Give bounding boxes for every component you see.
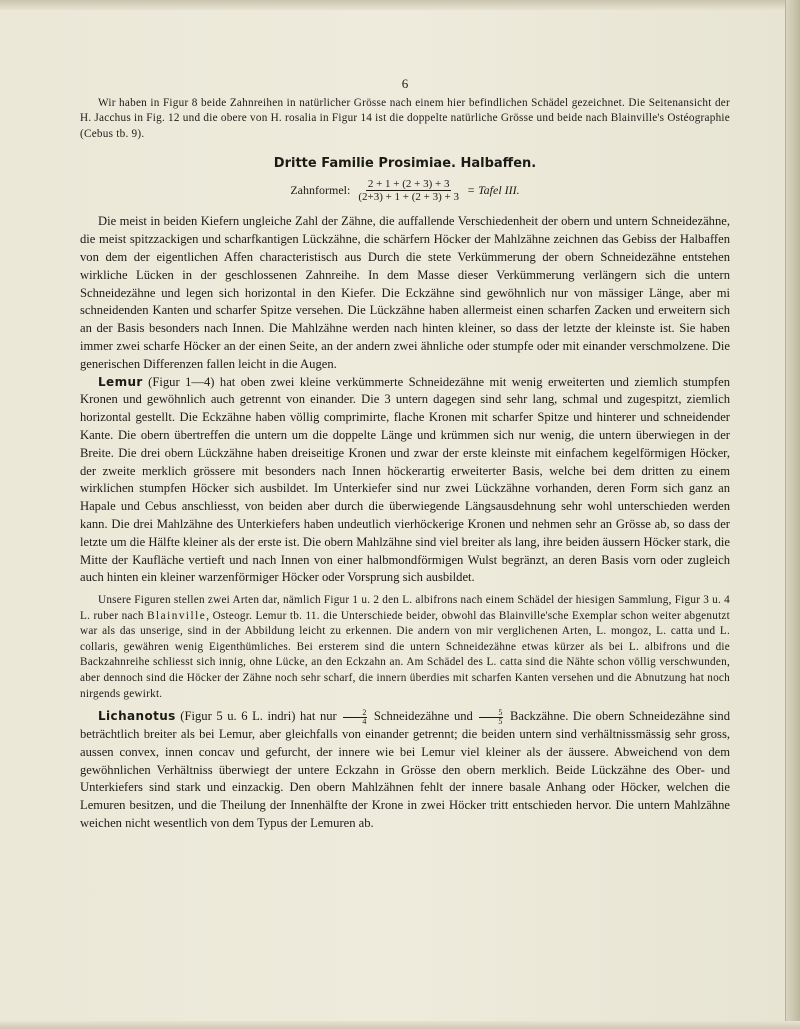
lichanotus-text-3: Backzähne. Die obern Schneidezähne sind beträchtlich breiter als bei Lemur, aber gleichfalls von einander getrennt; die beiden untern sind verhältnissmässig sehr gross, aussen convex, innen concav und gefurcht, der innere wie bei Lemur viel kleiner als der äussere. Abweichend von dem gewöhnlichen Verhältniss überwiegt der untere Eckzahn in Grösse den obern merklich. Beide Lückzähne des Ober- und Unterkiefers sind stark und einzackig. Den obern Mahlzähnen fehlt der innere basale Anhang oder Höcker, welchen die Lemuren besitzen, und die Theilung der Innenhälfte der Krone in zwei Höcker tritt entschieden hervor. Die untern Mahlzähne weichen nicht wesentlich von dem Typus der Lemuren ab. [80,709,730,831]
incisor-fraction-denominator: 4 [362,716,367,726]
formula-fraction [356,178,461,203]
molar-fraction-denominator: 5 [498,716,503,726]
page-top-edge [0,0,800,10]
lichanotus-text-2: Schneidezähne und [369,709,478,724]
incisor-fraction-numerator: 2 [343,709,367,718]
page-text [80,75,730,833]
lichanotus-paragraph [80,708,730,833]
figures-note-part1: Unsere Figuren stellen zwei Arten dar, nämlich Figur 1 u. 2 den L. albifrons nach einem Schädel der hiesigen Sammlung, Figur 3 u. 4 L. ruber nach [80,594,730,622]
page-number: 6 [401,76,409,91]
genus-lichanotus: Lichanotus [98,709,176,724]
molar-fraction-numerator: 5 [479,709,503,718]
page-right-edge [785,0,800,1029]
genus-lemur: Lemur [98,374,143,389]
lichanotus-text-1: (Figur 5 u. 6 L. indri) hat nur [175,709,342,724]
lemur-paragraph [80,374,730,588]
formula-label: Zahnformel: [290,182,351,197]
dental-formula [80,178,730,203]
molar-fraction [479,709,503,726]
incisor-fraction [343,709,367,726]
intro-paragraph: Wir haben in Figur 8 beide Zahnreihen in natürlicher Grösse nach einem hier befindlichen Schädel gezeichnet. Die Seitenansicht der H. Jacchus in Fig. 12 und die obere von H. rosalia in Figur 14 ist die doppelte natürliche Grösse und beide nach Blainville's Ostéographie (Cebus tb. 9). [80,96,730,140]
family-paragraph: Die meist in beiden Kiefern ungleiche Zahl der Zähne, die auffallende Verschiedenheit der obern und untern Schneidezähne, die meist spitzzackigen und scharfkantigen Lückzähne, die schärfern Höcker der Mahlzähne zeichnen das Gebiss der Halbaffen von dem der eigentlichen Affen characteristisch aus Durch die stete Verkümmerung der obern Schneidezähne entstehen wirkliche Lücken in der geschlossenen Zahnreihe. In dem Masse dieser Verkümmerung verlängern sich die untern Schneidezähne und legen sich horizontal in den Kiefer. Die Eckzähne sind gewöhnlich nur von mässiger Länge, aber mi schneidenden Kanten und scharfer Spitze versehen. Die Lückzähne haben allermeist einen scharfen Zacken und erweitern sich an der Basis besonders nach Innen. Die Mahlzähne werden nach hinten kleiner, so dass der letzte der kleinste ist. Sie haben immer zwei scharfe Höcker an der einen Seite, an der andern zwei ähnliche oder stumpfe oder mit einander verschmolzene. Die generischen Differenzen fallen leicht in die Augen. [80,214,730,371]
section-heading: Dritte Familie Prosimiae. Halbaffen. [273,155,537,171]
formula-result: = Tafel III. [467,182,520,197]
formula-numerator: 2 + 1 + (2 + 3) + 3 [367,178,450,191]
formula-denominator: (2+3) + 1 + (2 + 3) + 3 [358,191,459,204]
figures-note-paragraph [80,593,730,702]
figures-note-author: Blainville [147,609,207,622]
page-bottom-edge [0,1021,800,1029]
figures-note-part2: , Osteogr. Lemur tb. 11. die Unterschiede beider, obwohl das Blainville'sche Exemplar schon weiter abgenutzt war als das unserige, sind in der Abbildung leicht zu erkennen. Die andern von mir verglichenen Arten, L. mongoz, L. catta und L. collaris, gewähren wenig Eigenthümliches. Bei ersterem sind die untern Schneidezähne etwas kürzer als bei L. albifrons und die Backzahnreihe schliesst sich innig, ohne Lücke, an den Eckzahn an. Am Schädel des L. catta sind die Nähte schon völlig verschwunden, aber dennoch sind die Höcker der Zähne noch sehr scharf, die innern überdies mit scharfen Kanten versehen und die Abnutzung hat noch nirgends gewirkt. [80,609,730,700]
lemur-text: (Figur 1—4) hat oben zwei kleine verkümmerte Schneidezähne mit wenig erweiterten und ziemlich stumpfen Kronen und gewöhnlich auch getrennt von einander. Die 3 untern dagegen sind sehr lang, schmal und zugespitzt, ziemlich horizontal gestellt. Die Eckzähne haben völlig comprimirte, flache Kronen mit scharfer Spitze und hinterer und schneidender Kante. Die obern übertreffen die untern um die doppelte Länge und krümmen sich nur wenig, die untern überwiegen in der Breite. Die drei obern Lückzähne haben dreiseitige Kronen und zwar der erste kleinste mit einfachem kegelförmigen Höcker, der zweite merklich grössere mit besonders nach Innen höckerartig erweiterter Basis, welche bei dem dritten zu einem wirklichen stumpfen Höcker sich ausbildet. Im Unterkiefer sind nur zwei Lückzähne vorhanden, deren Form sich ganz an Hapale und Cebus anschliesst, von beiden aber durch die überwiegende Längsausdehnung sehr wohl unterschieden werden kann. Die drei Mahlzähne des Unterkiefers haben undeutlich vierhöckerige Kronen und nehmen sehr an Grösse ab, so dass der letzte um die Hälfte kleiner als der erste ist. Die obern Mahlzähne sind viel breiter als lang, ihre beiden äussern Höcker stark, die Mitte der Kaufläche vertieft und nach Innen von einer halbmondförmigen Wulst begränzt, an deren Basis vorn oder zugleich auch hinten ein kleiner warzenförmiger Höcker oder Vorsprung sich ausbildet. [80,374,730,585]
